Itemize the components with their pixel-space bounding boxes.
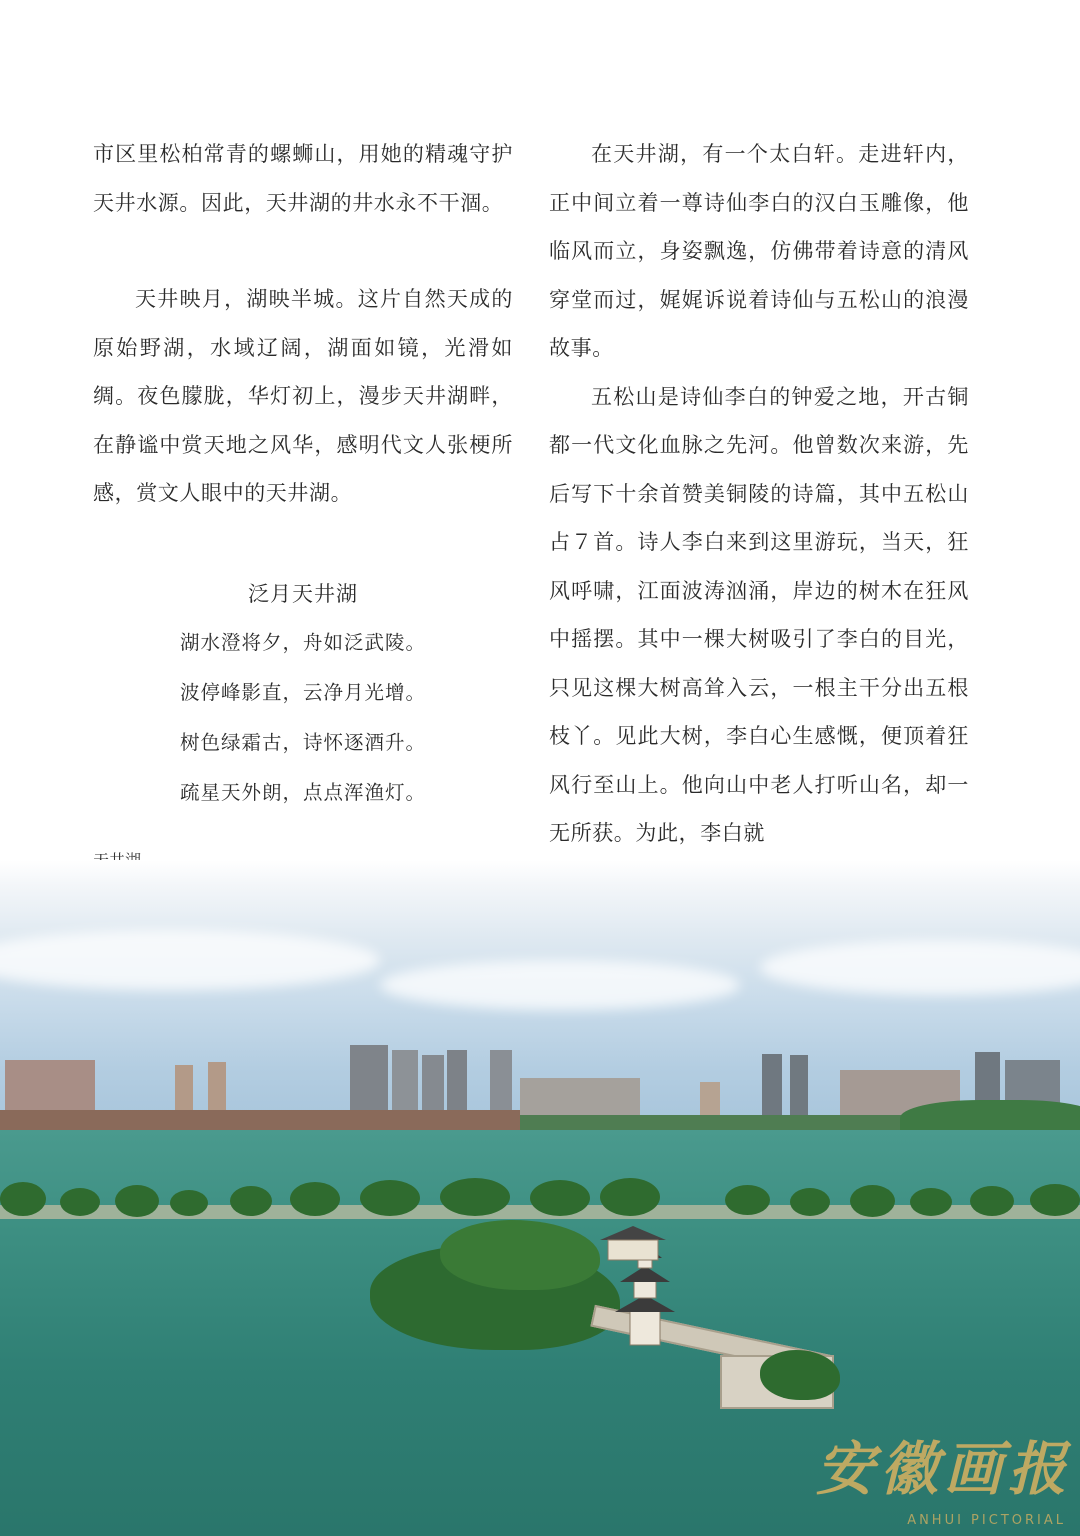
poem-line-1: 湖水澄将夕，舟如泛武陵。 bbox=[179, 631, 426, 654]
tree bbox=[60, 1188, 100, 1216]
tree bbox=[530, 1180, 590, 1216]
cloud bbox=[380, 960, 740, 1010]
tree bbox=[230, 1186, 272, 1216]
poem-line-3: 树色绿霜古，诗怀逐酒升。 bbox=[179, 731, 426, 754]
hall-roof-icon bbox=[598, 1222, 668, 1262]
tree bbox=[115, 1185, 159, 1217]
left-paragraph-2: 天井映月，湖映半城。这片自然天成的原始野湖，水域辽阔，湖面如镜，光滑如绸。夜色朦胧，华灯初上，漫步天井湖畔，在静谧中赏天地之风华，感明代文人张梗所感，赏文人眼中的天井湖。 bbox=[93, 287, 513, 505]
tree bbox=[1030, 1184, 1080, 1216]
watermark-logo: 安徽画报 bbox=[815, 1435, 1072, 1503]
poem-block bbox=[93, 570, 513, 818]
left-text-column bbox=[93, 130, 513, 518]
building bbox=[790, 1055, 808, 1122]
tree bbox=[790, 1188, 830, 1216]
tree bbox=[290, 1182, 340, 1216]
right-paragraph-1: 在天井湖，有一个太白轩。走进轩内，正中间立着一尊诗仙李白的汉白玉雕像，他临风而立，身姿飘逸，仿佛带着诗意的清风穿堂而过，娓娓诉说着诗仙与五松山的浪漫故事。 bbox=[549, 142, 969, 360]
poem-line-4: 疏星天外朗，点点浑渔灯。 bbox=[179, 781, 426, 804]
watermark-subtitle: ANHUI PICTORIAL bbox=[907, 1513, 1066, 1528]
lake-photo bbox=[0, 860, 1080, 1536]
tree bbox=[850, 1185, 895, 1217]
poem-line-2: 波停峰影直，云净月光增。 bbox=[179, 681, 426, 704]
tree bbox=[910, 1188, 952, 1216]
right-paragraph-2: 五松山是诗仙李白的钟爱之地，开古铜都一代文化血脉之先河。他曾数次来游，先后写下十余首赞美铜陵的诗篇，其中五松山占７首。诗人李白来到这里游玩，当天，狂风呼啸，江面波涛汹涌，岸边的树木在狂风中摇摆。其中一棵大树吸引了李白的目光，只见这棵大树高耸入云，一根主干分出五根枝丫。见此大树，李白心生感慨，便顶着狂风行至山上。他向山中老人打听山名，却一无所获。为此，李白就 bbox=[549, 384, 969, 845]
tree bbox=[725, 1185, 770, 1215]
tree bbox=[970, 1186, 1014, 1216]
right-text-column bbox=[549, 130, 969, 858]
tree bbox=[440, 1178, 510, 1216]
tree bbox=[170, 1190, 208, 1216]
tree bbox=[600, 1178, 660, 1216]
building bbox=[762, 1054, 782, 1122]
tree bbox=[0, 1182, 46, 1216]
poem-title: 泛月天井湖 bbox=[248, 582, 358, 606]
tree bbox=[360, 1180, 420, 1216]
left-paragraph-1: 市区里松柏常青的螺蛳山，用她的精魂守护天井水源。因此，天井湖的井水永不干涸。 bbox=[93, 142, 513, 215]
